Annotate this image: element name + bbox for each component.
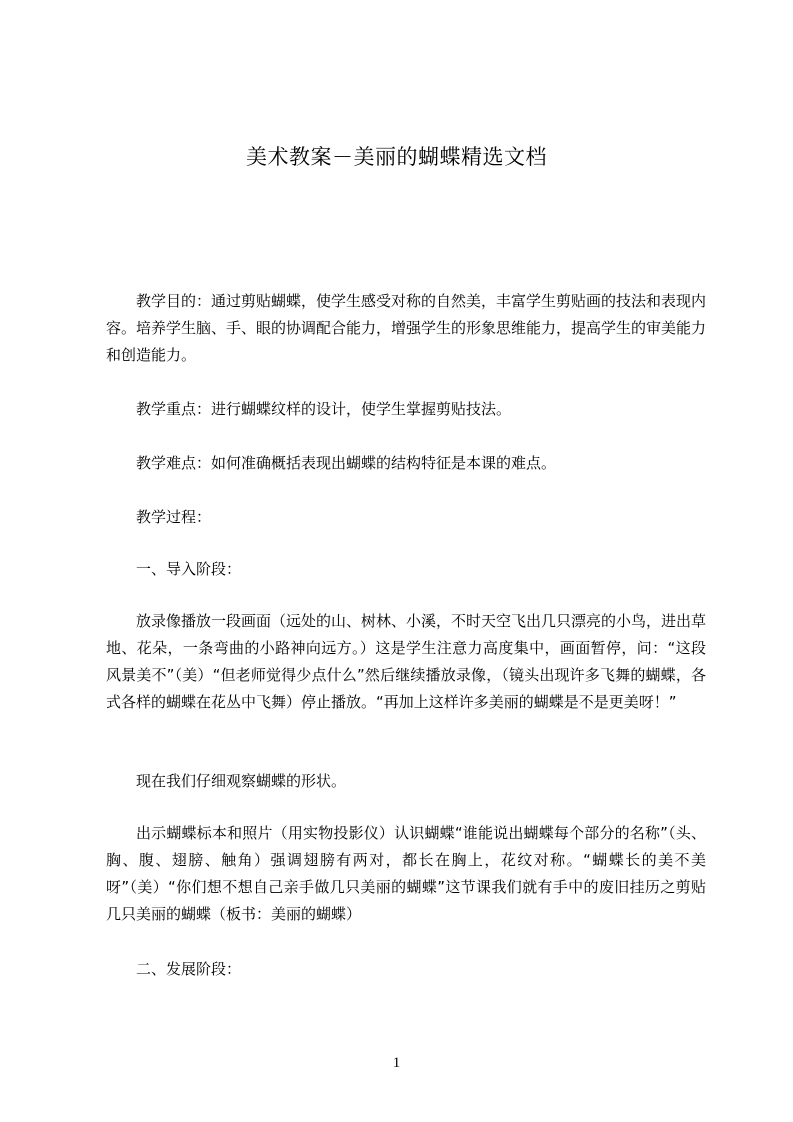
paragraph-observe: 现在我们仔细观察蝴蝶的形状。 <box>136 772 347 790</box>
paragraph-difficulties: 教学难点：如何准确概括表现出蝴蝶的结构特征是本课的难点。 <box>136 454 557 472</box>
paragraph-key-points: 教学重点：进行蝴蝶纹样的设计，使学生掌握剪贴技法。 <box>136 400 512 418</box>
section-heading-intro: 一、导入阶段： <box>136 560 242 578</box>
paragraph-video: 放录像播放一段画面（远处的山、树林、小溪，不时天空飞出几只漂亮的小鸟，进出草地、花朵，一条弯曲的小路神向远方。）这是学生注意力高度集中，画面暂停，问：“这段风景美不”（美）“但老师觉得少点什么”然后继续播放录像，（镜头出现许多飞舞的蝴蝶，各式各样的蝴蝶在花丛中飞舞）停止播放。“再加上这样许多美丽的蝴蝶是不是更美呀！” <box>106 612 707 711</box>
section-heading-development: 二、发展阶段： <box>136 960 242 978</box>
paragraph-process-heading: 教学过程： <box>136 508 212 526</box>
document-title: 美术教案－美丽的蝴蝶精选文档 <box>246 145 547 169</box>
paragraph-specimen: 出示蝴蝶标本和照片（用实物投影仪）认识蝴蝶“谁能说出蝴蝶每个部分的名称”（头、胸、腹、翅膀、触角）强调翅膀有两对，都长在胸上，花纹对称。“蝴蝶长的美不美呀”（美）“你们想不想自己亲手做几只美丽的蝴蝶”这节课我们就有手中的废旧挂历之剪贴几只美丽的蝴蝶（板书：美丽的蝴蝶） <box>106 824 706 923</box>
paragraph-objectives: 教学目的：通过剪贴蝴蝶，使学生感受对称的自然美，丰富学生剪贴画的技法和表现内容。培养学生脑、手、眼的协调配合能力，增强学生的形象思维能力，提高学生的审美能力和创造能力。 <box>106 292 707 364</box>
page-number: 1 <box>392 1055 401 1071</box>
